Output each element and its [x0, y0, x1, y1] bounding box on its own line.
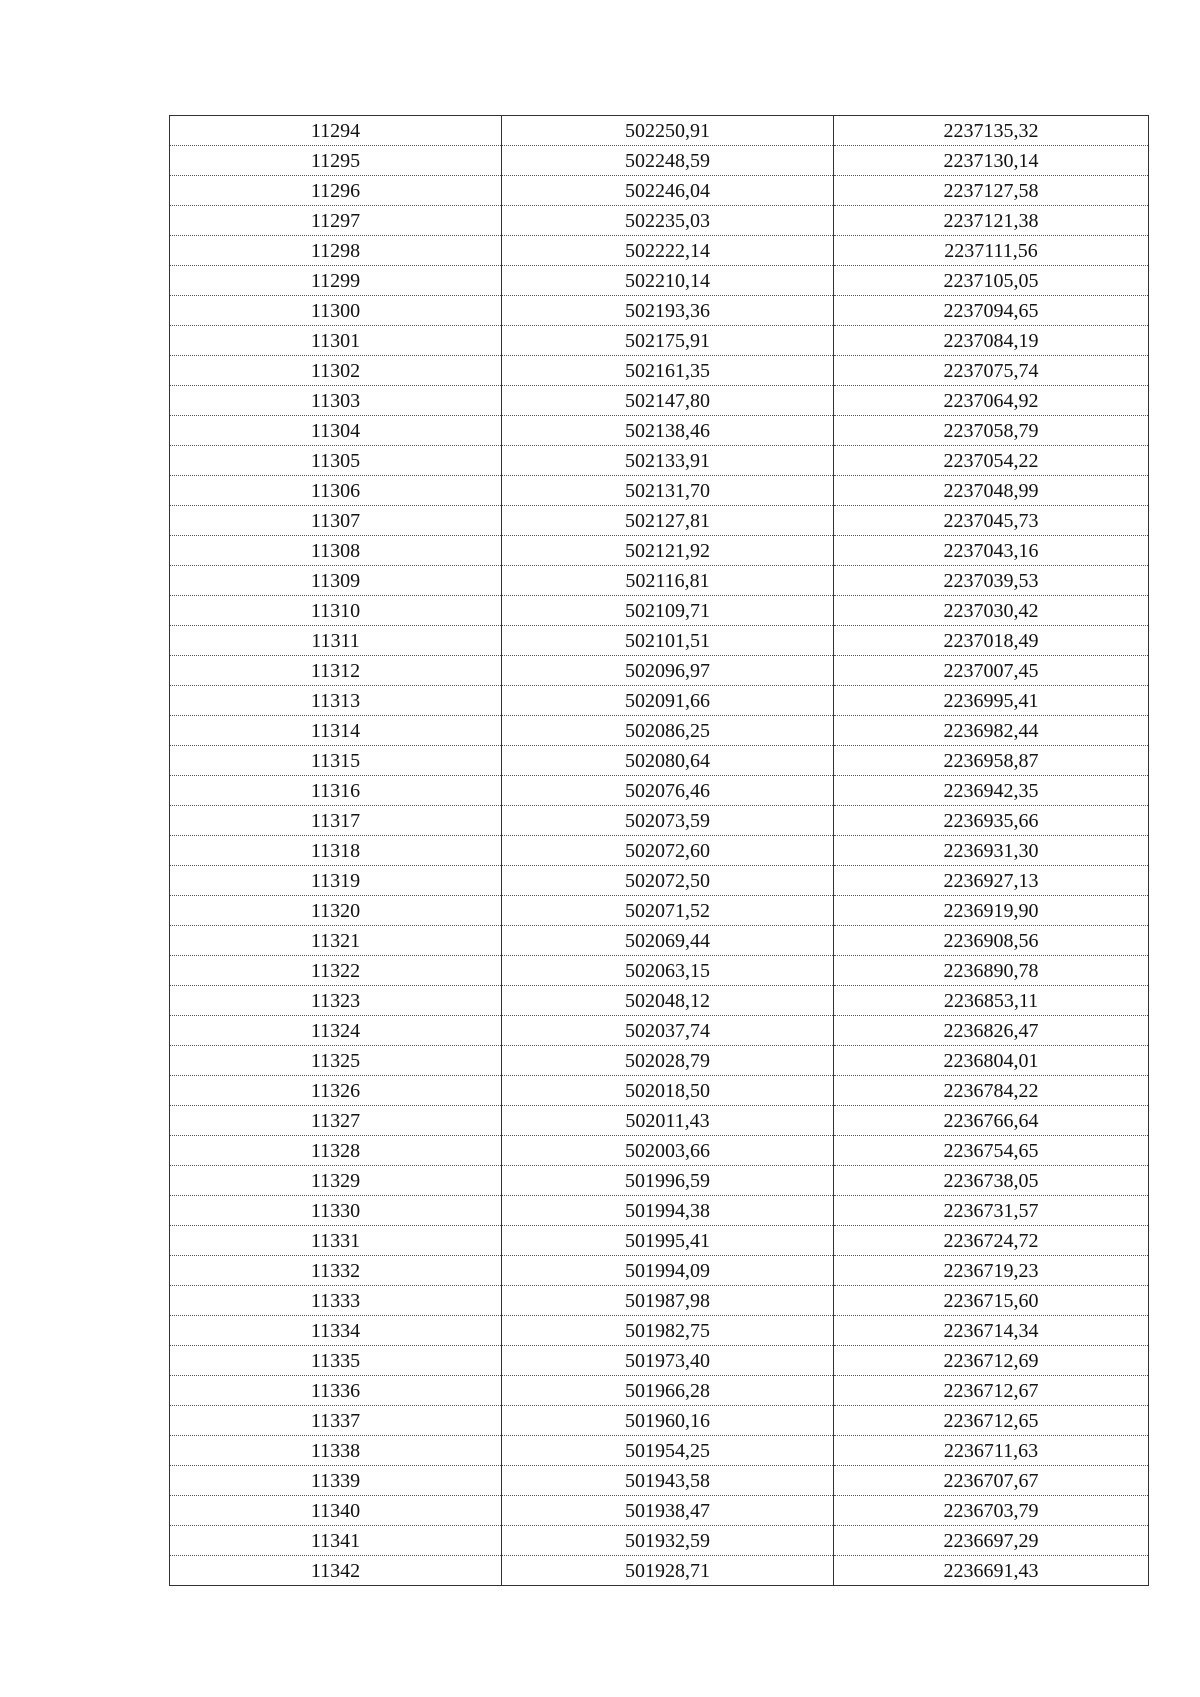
- table-row: [170, 506, 1149, 536]
- y-coordinate-cell: 2237058,79: [834, 416, 1149, 446]
- point-number-cell: 11302: [170, 356, 502, 386]
- point-number-cell: 11303: [170, 386, 502, 416]
- table-row: [170, 446, 1149, 476]
- x-coordinate-cell: 502161,35: [502, 356, 834, 386]
- table-row: [170, 536, 1149, 566]
- x-coordinate-cell: 502193,36: [502, 296, 834, 326]
- point-number-cell: 11340: [170, 1496, 502, 1526]
- y-coordinate-cell: 2237039,53: [834, 566, 1149, 596]
- table-row: [170, 296, 1149, 326]
- table-row: [170, 476, 1149, 506]
- table-row: [170, 1046, 1149, 1076]
- x-coordinate-cell: 502003,66: [502, 1136, 834, 1166]
- point-number-cell: 11329: [170, 1166, 502, 1196]
- x-coordinate-cell: 501943,58: [502, 1466, 834, 1496]
- table-row: [170, 176, 1149, 206]
- x-coordinate-cell: 502133,91: [502, 446, 834, 476]
- x-coordinate-cell: 502071,52: [502, 896, 834, 926]
- x-coordinate-cell: 501987,98: [502, 1286, 834, 1316]
- y-coordinate-cell: 2237018,49: [834, 626, 1149, 656]
- point-number-cell: 11308: [170, 536, 502, 566]
- table-row: [170, 836, 1149, 866]
- point-number-cell: 11321: [170, 926, 502, 956]
- x-coordinate-cell: 502250,91: [502, 116, 834, 146]
- x-coordinate-cell: 502116,81: [502, 566, 834, 596]
- x-coordinate-cell: 501995,41: [502, 1226, 834, 1256]
- x-coordinate-cell: 502072,60: [502, 836, 834, 866]
- table-row: [170, 1466, 1149, 1496]
- table-row: [170, 1166, 1149, 1196]
- point-number-cell: 11326: [170, 1076, 502, 1106]
- x-coordinate-cell: 501982,75: [502, 1316, 834, 1346]
- x-coordinate-cell: 501938,47: [502, 1496, 834, 1526]
- x-coordinate-cell: 502076,46: [502, 776, 834, 806]
- y-coordinate-cell: 2236927,13: [834, 866, 1149, 896]
- x-coordinate-cell: 501973,40: [502, 1346, 834, 1376]
- point-number-cell: 11327: [170, 1106, 502, 1136]
- point-number-cell: 11310: [170, 596, 502, 626]
- table-row: [170, 416, 1149, 446]
- table-row: [170, 116, 1149, 146]
- table-row: [170, 1136, 1149, 1166]
- point-number-cell: 11324: [170, 1016, 502, 1046]
- point-number-cell: 11296: [170, 176, 502, 206]
- x-coordinate-cell: 501994,38: [502, 1196, 834, 1226]
- y-coordinate-cell: 2237075,74: [834, 356, 1149, 386]
- y-coordinate-cell: 2237130,14: [834, 146, 1149, 176]
- y-coordinate-cell: 2237111,56: [834, 236, 1149, 266]
- coordinates-table: [169, 115, 1149, 1586]
- point-number-cell: 11295: [170, 146, 502, 176]
- y-coordinate-cell: 2237045,73: [834, 506, 1149, 536]
- point-number-cell: 11342: [170, 1556, 502, 1586]
- point-number-cell: 11341: [170, 1526, 502, 1556]
- x-coordinate-cell: 502248,59: [502, 146, 834, 176]
- x-coordinate-cell: 502086,25: [502, 716, 834, 746]
- table-row: [170, 656, 1149, 686]
- point-number-cell: 11312: [170, 656, 502, 686]
- point-number-cell: 11294: [170, 116, 502, 146]
- point-number-cell: 11311: [170, 626, 502, 656]
- point-number-cell: 11322: [170, 956, 502, 986]
- y-coordinate-cell: 2236754,65: [834, 1136, 1149, 1166]
- table-row: [170, 146, 1149, 176]
- point-number-cell: 11328: [170, 1136, 502, 1166]
- y-coordinate-cell: 2236712,67: [834, 1376, 1149, 1406]
- table-row: [170, 626, 1149, 656]
- point-number-cell: 11305: [170, 446, 502, 476]
- table-row: [170, 1346, 1149, 1376]
- y-coordinate-cell: 2236958,87: [834, 746, 1149, 776]
- table-row: [170, 1496, 1149, 1526]
- table-row: [170, 1406, 1149, 1436]
- y-coordinate-cell: 2236804,01: [834, 1046, 1149, 1076]
- table-row: [170, 956, 1149, 986]
- y-coordinate-cell: 2236784,22: [834, 1076, 1149, 1106]
- point-number-cell: 11307: [170, 506, 502, 536]
- x-coordinate-cell: 502091,66: [502, 686, 834, 716]
- table-row: [170, 1556, 1149, 1586]
- point-number-cell: 11300: [170, 296, 502, 326]
- table-row: [170, 896, 1149, 926]
- point-number-cell: 11335: [170, 1346, 502, 1376]
- y-coordinate-cell: 2236919,90: [834, 896, 1149, 926]
- point-number-cell: 11336: [170, 1376, 502, 1406]
- y-coordinate-cell: 2237127,58: [834, 176, 1149, 206]
- y-coordinate-cell: 2237135,32: [834, 116, 1149, 146]
- point-number-cell: 11338: [170, 1436, 502, 1466]
- point-number-cell: 11330: [170, 1196, 502, 1226]
- y-coordinate-cell: 2236715,60: [834, 1286, 1149, 1316]
- x-coordinate-cell: 502028,79: [502, 1046, 834, 1076]
- point-number-cell: 11313: [170, 686, 502, 716]
- x-coordinate-cell: 502069,44: [502, 926, 834, 956]
- y-coordinate-cell: 2237105,05: [834, 266, 1149, 296]
- y-coordinate-cell: 2237048,99: [834, 476, 1149, 506]
- x-coordinate-cell: 502011,43: [502, 1106, 834, 1136]
- point-number-cell: 11314: [170, 716, 502, 746]
- table-row: [170, 386, 1149, 416]
- table-row: [170, 1196, 1149, 1226]
- x-coordinate-cell: 502063,15: [502, 956, 834, 986]
- table-row: [170, 326, 1149, 356]
- x-coordinate-cell: 501954,25: [502, 1436, 834, 1466]
- point-number-cell: 11306: [170, 476, 502, 506]
- x-coordinate-cell: 502018,50: [502, 1076, 834, 1106]
- y-coordinate-cell: 2236995,41: [834, 686, 1149, 716]
- y-coordinate-cell: 2237043,16: [834, 536, 1149, 566]
- table-row: [170, 806, 1149, 836]
- table-row: [170, 266, 1149, 296]
- table-row: [170, 866, 1149, 896]
- x-coordinate-cell: 502073,59: [502, 806, 834, 836]
- x-coordinate-cell: 502147,80: [502, 386, 834, 416]
- y-coordinate-cell: 2236942,35: [834, 776, 1149, 806]
- table-row: [170, 1016, 1149, 1046]
- y-coordinate-cell: 2237094,65: [834, 296, 1149, 326]
- table-row: [170, 926, 1149, 956]
- table-row: [170, 1226, 1149, 1256]
- y-coordinate-cell: 2237007,45: [834, 656, 1149, 686]
- point-number-cell: 11325: [170, 1046, 502, 1076]
- x-coordinate-cell: 502175,91: [502, 326, 834, 356]
- y-coordinate-cell: 2236711,63: [834, 1436, 1149, 1466]
- y-coordinate-cell: 2236724,72: [834, 1226, 1149, 1256]
- y-coordinate-cell: 2236697,29: [834, 1526, 1149, 1556]
- table-row: [170, 236, 1149, 266]
- point-number-cell: 11317: [170, 806, 502, 836]
- table-row: [170, 356, 1149, 386]
- y-coordinate-cell: 2236935,66: [834, 806, 1149, 836]
- point-number-cell: 11301: [170, 326, 502, 356]
- point-number-cell: 11334: [170, 1316, 502, 1346]
- x-coordinate-cell: 501996,59: [502, 1166, 834, 1196]
- x-coordinate-cell: 501928,71: [502, 1556, 834, 1586]
- x-coordinate-cell: 502131,70: [502, 476, 834, 506]
- y-coordinate-cell: 2236826,47: [834, 1016, 1149, 1046]
- y-coordinate-cell: 2236714,34: [834, 1316, 1149, 1346]
- y-coordinate-cell: 2236712,69: [834, 1346, 1149, 1376]
- point-number-cell: 11323: [170, 986, 502, 1016]
- y-coordinate-cell: 2237084,19: [834, 326, 1149, 356]
- point-number-cell: 11337: [170, 1406, 502, 1436]
- point-number-cell: 11339: [170, 1466, 502, 1496]
- y-coordinate-cell: 2236890,78: [834, 956, 1149, 986]
- y-coordinate-cell: 2237064,92: [834, 386, 1149, 416]
- y-coordinate-cell: 2237030,42: [834, 596, 1149, 626]
- y-coordinate-cell: 2236738,05: [834, 1166, 1149, 1196]
- y-coordinate-cell: 2237121,38: [834, 206, 1149, 236]
- x-coordinate-cell: 502210,14: [502, 266, 834, 296]
- x-coordinate-cell: 501966,28: [502, 1376, 834, 1406]
- table-row: [170, 1106, 1149, 1136]
- point-number-cell: 11298: [170, 236, 502, 266]
- y-coordinate-cell: 2236766,64: [834, 1106, 1149, 1136]
- table-row: [170, 1286, 1149, 1316]
- x-coordinate-cell: 502127,81: [502, 506, 834, 536]
- point-number-cell: 11315: [170, 746, 502, 776]
- point-number-cell: 11318: [170, 836, 502, 866]
- table-row: [170, 1256, 1149, 1286]
- table-row: [170, 1436, 1149, 1466]
- coordinates-table-body: [170, 116, 1149, 1586]
- table-row: [170, 566, 1149, 596]
- x-coordinate-cell: 501932,59: [502, 1526, 834, 1556]
- point-number-cell: 11319: [170, 866, 502, 896]
- x-coordinate-cell: 502121,92: [502, 536, 834, 566]
- table-row: [170, 1526, 1149, 1556]
- point-number-cell: 11297: [170, 206, 502, 236]
- y-coordinate-cell: 2236719,23: [834, 1256, 1149, 1286]
- x-coordinate-cell: 502138,46: [502, 416, 834, 446]
- x-coordinate-cell: 502109,71: [502, 596, 834, 626]
- x-coordinate-cell: 502080,64: [502, 746, 834, 776]
- table-row: [170, 1076, 1149, 1106]
- x-coordinate-cell: 502101,51: [502, 626, 834, 656]
- table-row: [170, 1316, 1149, 1346]
- x-coordinate-cell: 502096,97: [502, 656, 834, 686]
- table-row: [170, 746, 1149, 776]
- table-row: [170, 1376, 1149, 1406]
- y-coordinate-cell: 2236731,57: [834, 1196, 1149, 1226]
- y-coordinate-cell: 2236712,65: [834, 1406, 1149, 1436]
- point-number-cell: 11299: [170, 266, 502, 296]
- y-coordinate-cell: 2236703,79: [834, 1496, 1149, 1526]
- y-coordinate-cell: 2236931,30: [834, 836, 1149, 866]
- table-row: [170, 206, 1149, 236]
- x-coordinate-cell: 501960,16: [502, 1406, 834, 1436]
- x-coordinate-cell: 502235,03: [502, 206, 834, 236]
- x-coordinate-cell: 502037,74: [502, 1016, 834, 1046]
- table-row: [170, 776, 1149, 806]
- point-number-cell: 11333: [170, 1286, 502, 1316]
- table-row: [170, 716, 1149, 746]
- x-coordinate-cell: 502222,14: [502, 236, 834, 266]
- point-number-cell: 11332: [170, 1256, 502, 1286]
- y-coordinate-cell: 2236982,44: [834, 716, 1149, 746]
- y-coordinate-cell: 2236853,11: [834, 986, 1149, 1016]
- y-coordinate-cell: 2236707,67: [834, 1466, 1149, 1496]
- point-number-cell: 11304: [170, 416, 502, 446]
- y-coordinate-cell: 2236908,56: [834, 926, 1149, 956]
- point-number-cell: 11320: [170, 896, 502, 926]
- table-row: [170, 596, 1149, 626]
- point-number-cell: 11309: [170, 566, 502, 596]
- y-coordinate-cell: 2237054,22: [834, 446, 1149, 476]
- point-number-cell: 11316: [170, 776, 502, 806]
- x-coordinate-cell: 502246,04: [502, 176, 834, 206]
- x-coordinate-cell: 502048,12: [502, 986, 834, 1016]
- x-coordinate-cell: 502072,50: [502, 866, 834, 896]
- y-coordinate-cell: 2236691,43: [834, 1556, 1149, 1586]
- table-row: [170, 986, 1149, 1016]
- point-number-cell: 11331: [170, 1226, 502, 1256]
- table-row: [170, 686, 1149, 716]
- x-coordinate-cell: 501994,09: [502, 1256, 834, 1286]
